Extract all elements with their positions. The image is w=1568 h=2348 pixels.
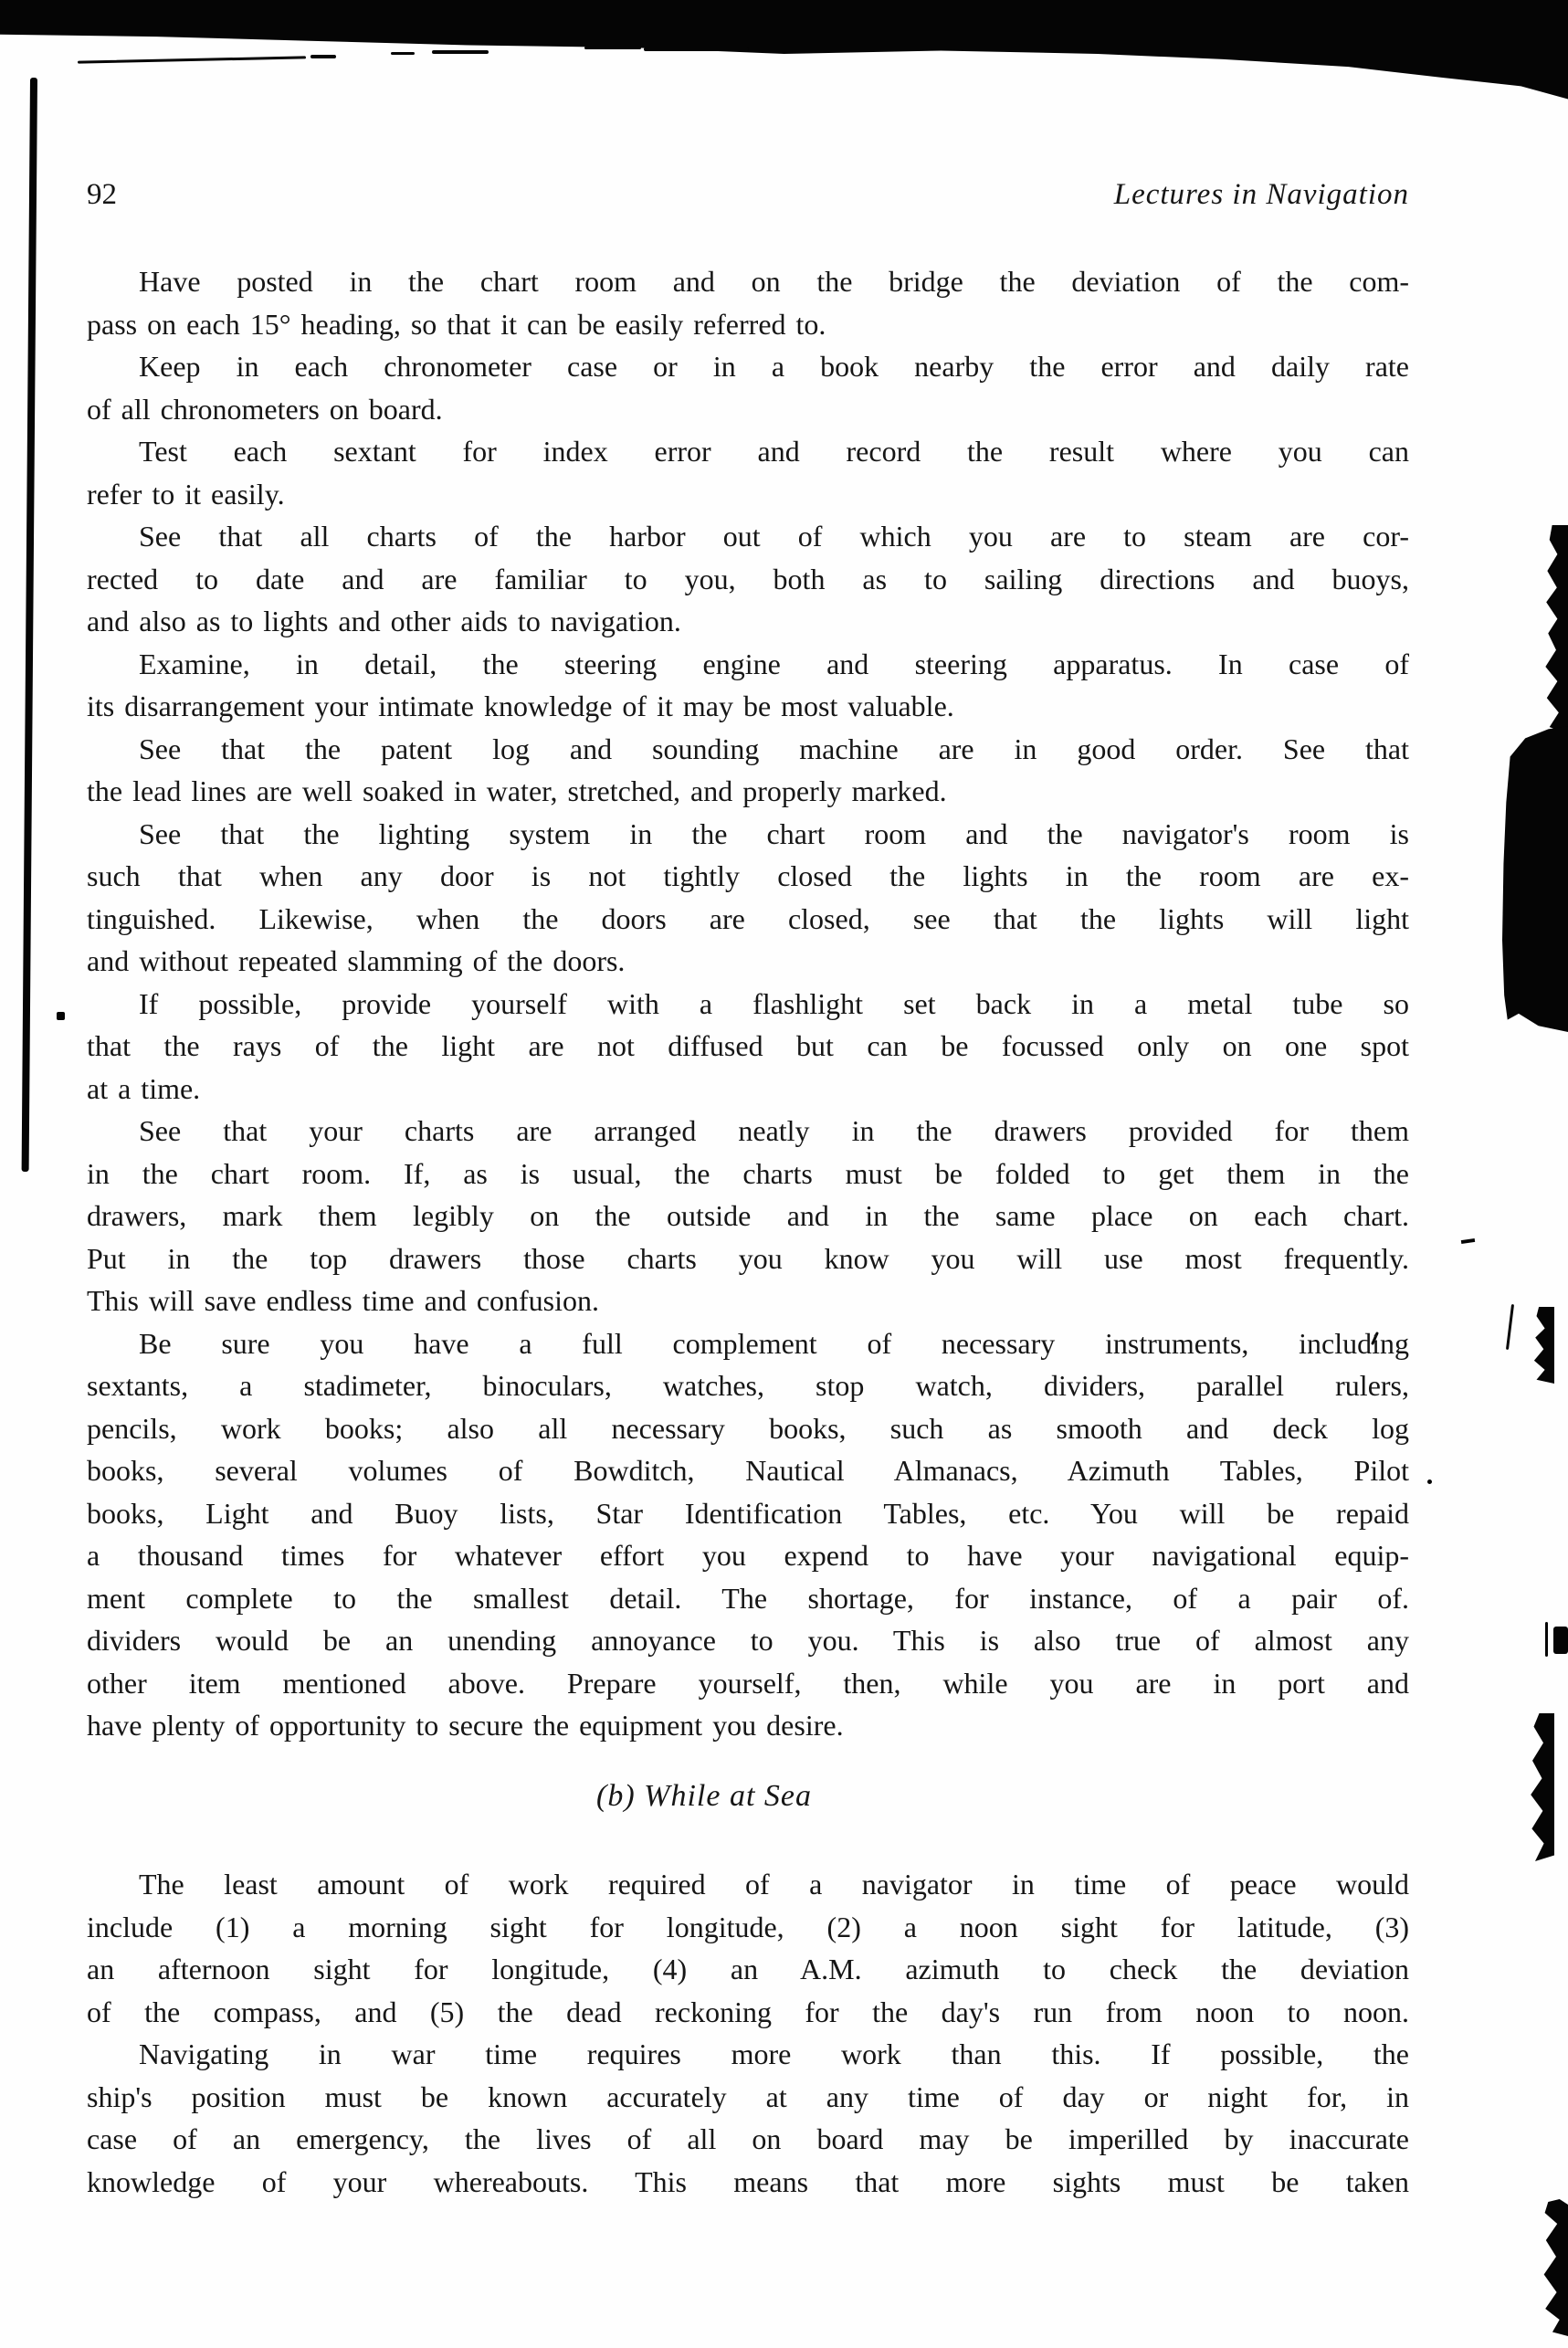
page-number: 92 <box>87 178 117 211</box>
text-line: of the compass, and (5) the dead reckoning for the day's run from noon to noon. <box>87 1995 1409 2028</box>
text-line: See that your charts are arranged neatly in the drawers provided for them <box>139 1114 1409 1147</box>
text-line: pencils, work books; also all necessary books, such as smooth and deck log <box>87 1411 1409 1445</box>
text-line: in the chart room. If, as is usual, the charts must be folded to get them in the <box>87 1156 1409 1190</box>
text-line: rected to date and are familiar to you, both as to sailing directions and buoys, <box>87 562 1409 595</box>
text-line: and without repeated slamming of the doors. <box>87 944 626 977</box>
scan-artifact-tick <box>1545 1622 1548 1657</box>
text-line: at a time. <box>87 1071 201 1105</box>
text-line: case of an emergency, the lives of all on board may be imperilled by inaccurate <box>87 2122 1409 2155</box>
text-line: Have posted in the chart room and on the bridge the deviation of the com- <box>139 265 1409 298</box>
running-title: Lectures in Navigation <box>1113 178 1409 211</box>
text-line: an afternoon sight for longitude, (4) an A.M. azimuth to check the deviation <box>87 1953 1409 1985</box>
text-line: tinguished. Likewise, when the doors are closed, see that the lights will light <box>87 901 1409 935</box>
text-line: Navigating in war time requires more work than this. If possible, the <box>139 2037 1409 2070</box>
text-line: Test each sextant for index error and record the result where you can <box>139 435 1409 468</box>
text-line: If possible, provide yourself with a flashlight set back in a metal tube so <box>139 986 1409 1020</box>
scan-streak <box>310 55 336 58</box>
page-body-upper <box>87 260 1409 1747</box>
text-line: books, several volumes of Bowditch, Nautical Almanacs, Azimuth Tables, Pilot <box>87 1454 1409 1487</box>
paragraph <box>87 515 1409 643</box>
text-line: Put in the top drawers those charts you know you will use most frequently. <box>87 1241 1409 1275</box>
paragraph <box>87 345 1409 430</box>
text-line: include (1) a morning sight for longitude, (2) a noon sight for latitude, (3) <box>87 1910 1409 1943</box>
scan-streak <box>391 52 415 55</box>
text-line: of all chronometers on board. <box>87 392 443 426</box>
scan-artifact-right-strip <box>1542 525 1568 733</box>
paragraph <box>87 728 1409 813</box>
text-line: ment complete to the smallest detail. The shortage, for instance, of a pair of. <box>87 1581 1409 1615</box>
scan-streak <box>78 56 306 63</box>
paragraph <box>87 1863 1409 2033</box>
text-line: refer to it easily. <box>87 477 285 511</box>
scan-streak <box>644 47 749 51</box>
scan-artifact-dash <box>1461 1238 1475 1244</box>
section-heading: (b) While at Sea <box>596 1779 812 1813</box>
scan-artifact-right-strip <box>1531 1307 1554 1384</box>
paragraph <box>87 260 1409 345</box>
scan-artifact-right-blob <box>1502 726 1568 1032</box>
scan-artifact-stroke <box>1506 1304 1514 1350</box>
page-header <box>87 176 1409 213</box>
text-line: its disarrangement your intimate knowledge of it may be most valuable. <box>87 690 954 722</box>
scan-artifact-right-strip <box>1527 1713 1554 1861</box>
text-line: the lead lines are well soaked in water, stretched, and properly marked. <box>87 774 947 807</box>
text-line: that the rays of the light are not diffused but can be focussed only on one spot <box>87 1029 1409 1062</box>
paragraph <box>87 983 1409 1111</box>
paragraph <box>87 643 1409 728</box>
text-line: Be sure you have a full complement of necessary instruments, including <box>139 1326 1409 1360</box>
text-line: The least amount of work required of a navigator in time of peace would <box>139 1868 1409 1901</box>
text-line: other item mentioned above. Prepare yourself, then, while you are in port and <box>87 1666 1409 1700</box>
text-line: See that the lighting system in the chart room and the navigator's room is <box>139 816 1409 850</box>
paragraph <box>87 430 1409 515</box>
paragraph <box>87 1110 1409 1322</box>
scan-artifact-bottom-blob <box>1540 2199 1568 2336</box>
paragraph <box>87 1322 1409 1747</box>
text-line: books, Light and Buoy lists, Star Identification Tables, etc. You will be repaid <box>87 1496 1409 1530</box>
scan-artifact-ink-dot <box>1427 1479 1432 1484</box>
scan-artifact-tick-blob <box>1553 1627 1568 1654</box>
text-line: Examine, in detail, the steering engine and steering apparatus. In case of <box>139 647 1409 680</box>
scan-artifact-left-line <box>22 78 37 1172</box>
text-line: a thousand times for whatever effort you expend to have your navigational equip- <box>87 1539 1409 1572</box>
text-line: have plenty of opportunity to secure the equipment you desire. <box>87 1709 844 1742</box>
text-line: Keep in each chronometer case or in a book nearby the error and daily rate <box>139 350 1409 383</box>
text-line: drawers, mark them legibly on the outside and in the same place on each chart. <box>87 1199 1409 1232</box>
text-line: knowledge of your whereabouts. This means that more sights must be taken <box>87 2164 1409 2198</box>
text-line: dividers would be an unending annoyance to you. This is also true of almost any <box>87 1624 1409 1657</box>
page-body-lower <box>87 1863 1409 2203</box>
text-line: sextants, a stadimeter, binoculars, watches, stop watch, dividers, parallel rulers, <box>87 1369 1409 1402</box>
text-line: pass on each 15° heading, so that it can be easily referred to. <box>87 307 826 341</box>
paragraph <box>87 813 1409 983</box>
scan-streak <box>584 47 641 49</box>
text-line: such that when any door is not tightly closed the lights in the room are ex- <box>87 859 1409 892</box>
scan-streak <box>432 50 489 54</box>
text-line: and also as to lights and other aids to navigation. <box>87 605 681 637</box>
paragraph <box>87 2033 1409 2203</box>
text-line: See that all charts of the harbor out of which you are to steam are cor- <box>139 520 1409 553</box>
text-line: See that the patent log and sounding machine are in good order. See that <box>139 732 1409 765</box>
text-line: This will save endless time and confusion. <box>87 1284 600 1317</box>
text-line: ship's position must be known accurately at any time of day or night for, in <box>87 2080 1409 2113</box>
scan-artifact-top-band <box>0 0 1568 108</box>
scan-artifact-dot <box>57 1012 65 1020</box>
